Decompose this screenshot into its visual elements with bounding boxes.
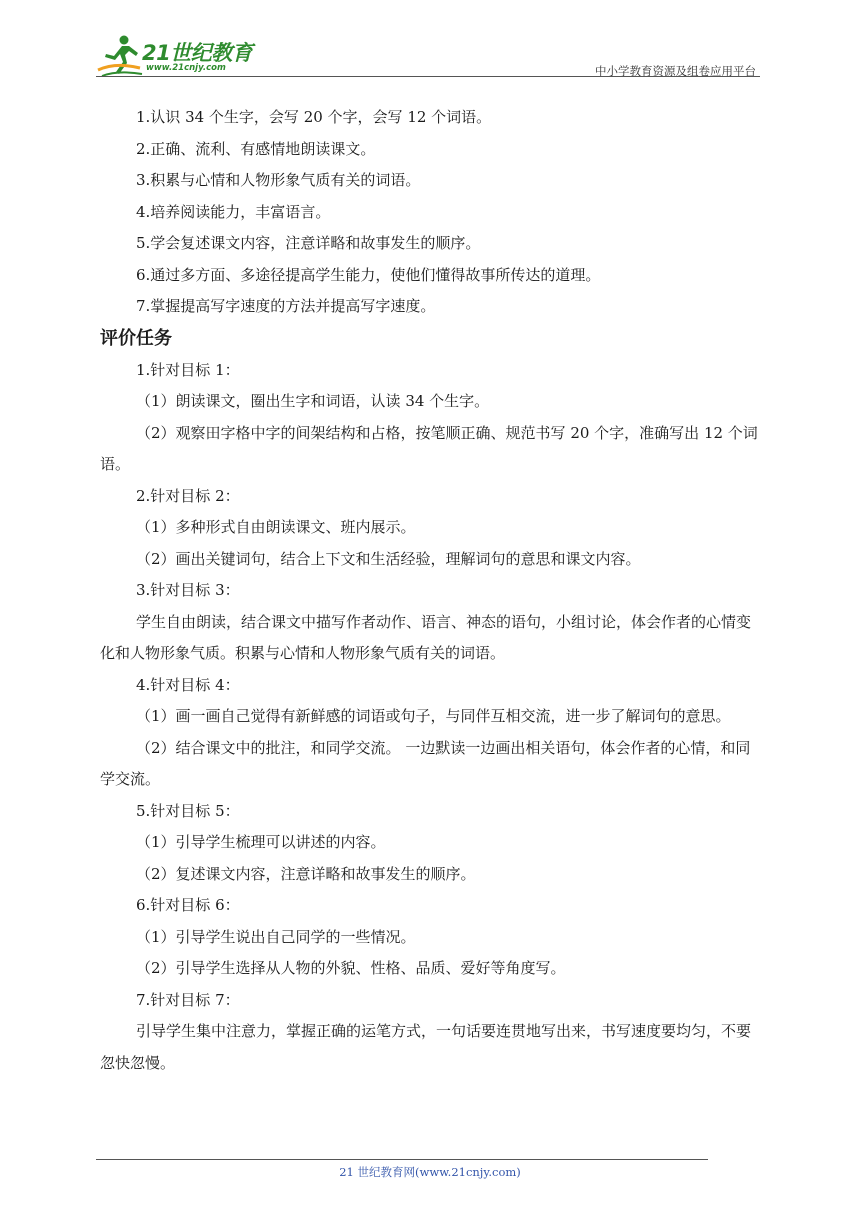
task-heading: 5.针对目标 5： — [136, 801, 240, 820]
task-heading: 2.针对目标 2： — [136, 486, 240, 505]
runner-icon — [96, 32, 144, 78]
document-body — [100, 102, 764, 1079]
task-item: （2）引导学生选择从人物的外貌、性格、品质、爱好等角度写。 — [136, 959, 566, 977]
task-paragraph: 学生自由朗读，结合课文中描写作者动作、语言、神态的语句，小组讨论，体会作者的心情变化和人物形象气质。积累与心情和人物形象气质有关的词语。 — [100, 612, 752, 662]
site-logo — [96, 32, 266, 78]
logo-text: 21世纪教育 — [142, 41, 253, 65]
task-item: （2）复述课文内容，注意详略和故事发生的顺序。 — [136, 864, 476, 883]
footer-divider — [96, 1159, 708, 1160]
header-divider — [96, 76, 760, 77]
goal-item: 3.积累与心情和人物形象气质有关的词语。 — [136, 171, 421, 189]
task-heading: 7.针对目标 7： — [136, 990, 240, 1009]
task-heading: 1.针对目标 1： — [136, 360, 240, 379]
goal-item: 1.认识 34 个生字，会写 20 个字，会写 12 个词语。 — [136, 108, 492, 126]
task-item: （2）结合课文中的批注，和同学交流。 一边默读一边画出相关语句，体会作者的心情，和同学交流。 — [100, 738, 751, 788]
task-item: （1）引导学生说出自己同学的一些情况。 — [136, 927, 416, 946]
goal-item: 7.掌握提高写字速度的方法并提高写字速度。 — [136, 297, 436, 315]
goal-item: 2.正确、流利、有感情地朗读课文。 — [136, 139, 376, 158]
task-item: （1）朗读课文，圈出生字和词语，认读 34 个生字。 — [136, 392, 490, 410]
task-heading: 3.针对目标 3： — [136, 581, 240, 599]
task-item: （1）多种形式自由朗读课文、班内展示。 — [136, 518, 416, 536]
task-heading: 4.针对目标 4： — [136, 675, 240, 694]
logo-url: www.21cnjy.com — [146, 63, 226, 73]
task-item: （2）画出关键词句，结合上下文和生活经验，理解词句的意思和课文内容。 — [136, 549, 641, 568]
platform-name: 中小学教育资源及组卷应用平台 — [595, 64, 756, 78]
task-item: （1）引导学生梳理可以讲述的内容。 — [136, 833, 386, 851]
task-paragraph: 引导学生集中注意力，掌握正确的运笔方式，一句话要连贯地写出来，书写速度要均匀，不要忽快忽慢。 — [100, 1022, 752, 1072]
task-item: （2）观察田字格中字的间架结构和占格，按笔顺正确、规范书写 20 个字，准确写出 12 个词语。 — [100, 423, 758, 473]
section-heading: 评价任务 — [100, 327, 172, 349]
goal-item: 4.培养阅读能力，丰富语言。 — [136, 202, 331, 221]
task-heading: 6.针对目标 6： — [136, 896, 240, 914]
page-header — [96, 32, 760, 78]
goal-item: 6.通过多方面、多途径提高学生能力，使他们懂得故事所传达的道理。 — [136, 265, 601, 284]
goal-item: 5.学会复述课文内容，注意详略和故事发生的顺序。 — [136, 234, 481, 252]
page-footer[interactable]: 21 世纪教育网(www.21cnjy.com) — [339, 1165, 521, 1179]
task-item: （1）画一画自己觉得有新鲜感的词语或句子，与同伴互相交流，进一步了解词句的意思。 — [136, 707, 731, 725]
